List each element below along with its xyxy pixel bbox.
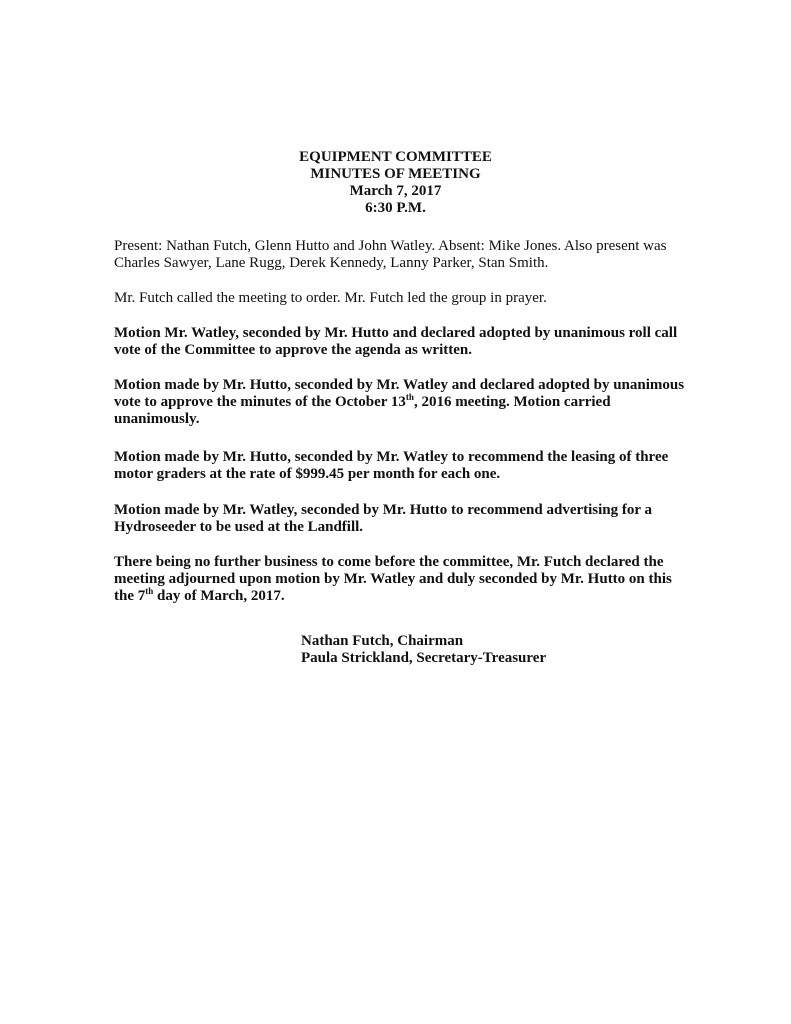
motion-agenda-paragraph [114, 325, 694, 359]
secretary-signature: Paula Strickland, Secretary-Treasurer [301, 650, 547, 666]
meeting-time: 6:30 P.M. [365, 200, 426, 216]
ordinal-suffix: th [405, 392, 414, 402]
motion-hydroseeder-text: Motion made by Mr. Watley, seconded by Mr. Hutto to recommend advertising for a Hydroseeder to be used at the Landfill. [114, 502, 653, 535]
attendance-paragraph [114, 238, 694, 272]
opening-paragraph [114, 290, 694, 307]
adjournment-text-end: day of March, 2017. [153, 588, 285, 604]
minutes-header [0, 149, 791, 217]
adjournment-text-start: There being no further business to come before the committee, Mr. Futch declared the meeting adjourned upon motion by Mr. Watley and duly seconded by Mr. Hutto on this the 7 [114, 554, 672, 604]
motion-minutes-text-start: Motion made by Mr. Hutto, seconded by Mr. Watley and declared adopted by unanimous vote to approve the minutes of the October 13 [114, 377, 685, 410]
committee-title: EQUIPMENT COMMITTEE [299, 149, 492, 165]
document-title: MINUTES OF MEETING [310, 166, 481, 182]
motion-graders-text: Motion made by Mr. Hutto, seconded by Mr. Watley to recommend the leasing of three motor graders at the rate of $999.45 per month for each one. [114, 449, 669, 482]
ordinal-suffix: th [145, 586, 154, 596]
attendance-text: Present: Nathan Futch, Glenn Hutto and John Watley. Absent: Mike Jones. Also present was Charles Sawyer, Lane Rugg, Derek Kennedy, Lanny Parker, Stan Smith. [114, 238, 667, 271]
motion-graders-paragraph [114, 449, 694, 483]
signature-block [301, 633, 546, 667]
meeting-date: March 7, 2017 [349, 183, 442, 199]
motion-minutes-paragraph [114, 377, 694, 428]
adjournment-text [114, 554, 694, 605]
motion-hydroseeder-paragraph [114, 502, 694, 536]
motion-minutes-text-end: , 2016 meeting. Motion carried unanimously. [114, 394, 611, 427]
motion-minutes-text [114, 377, 694, 428]
chairman-signature: Nathan Futch, Chairman [301, 633, 464, 649]
opening-text: Mr. Futch called the meeting to order. Mr. Futch led the group in prayer. [114, 290, 547, 306]
adjournment-paragraph [114, 554, 694, 605]
motion-agenda-text: Motion Mr. Watley, seconded by Mr. Hutto and declared adopted by unanimous roll call vote of the Committee to approve the agenda as written. [114, 325, 678, 358]
